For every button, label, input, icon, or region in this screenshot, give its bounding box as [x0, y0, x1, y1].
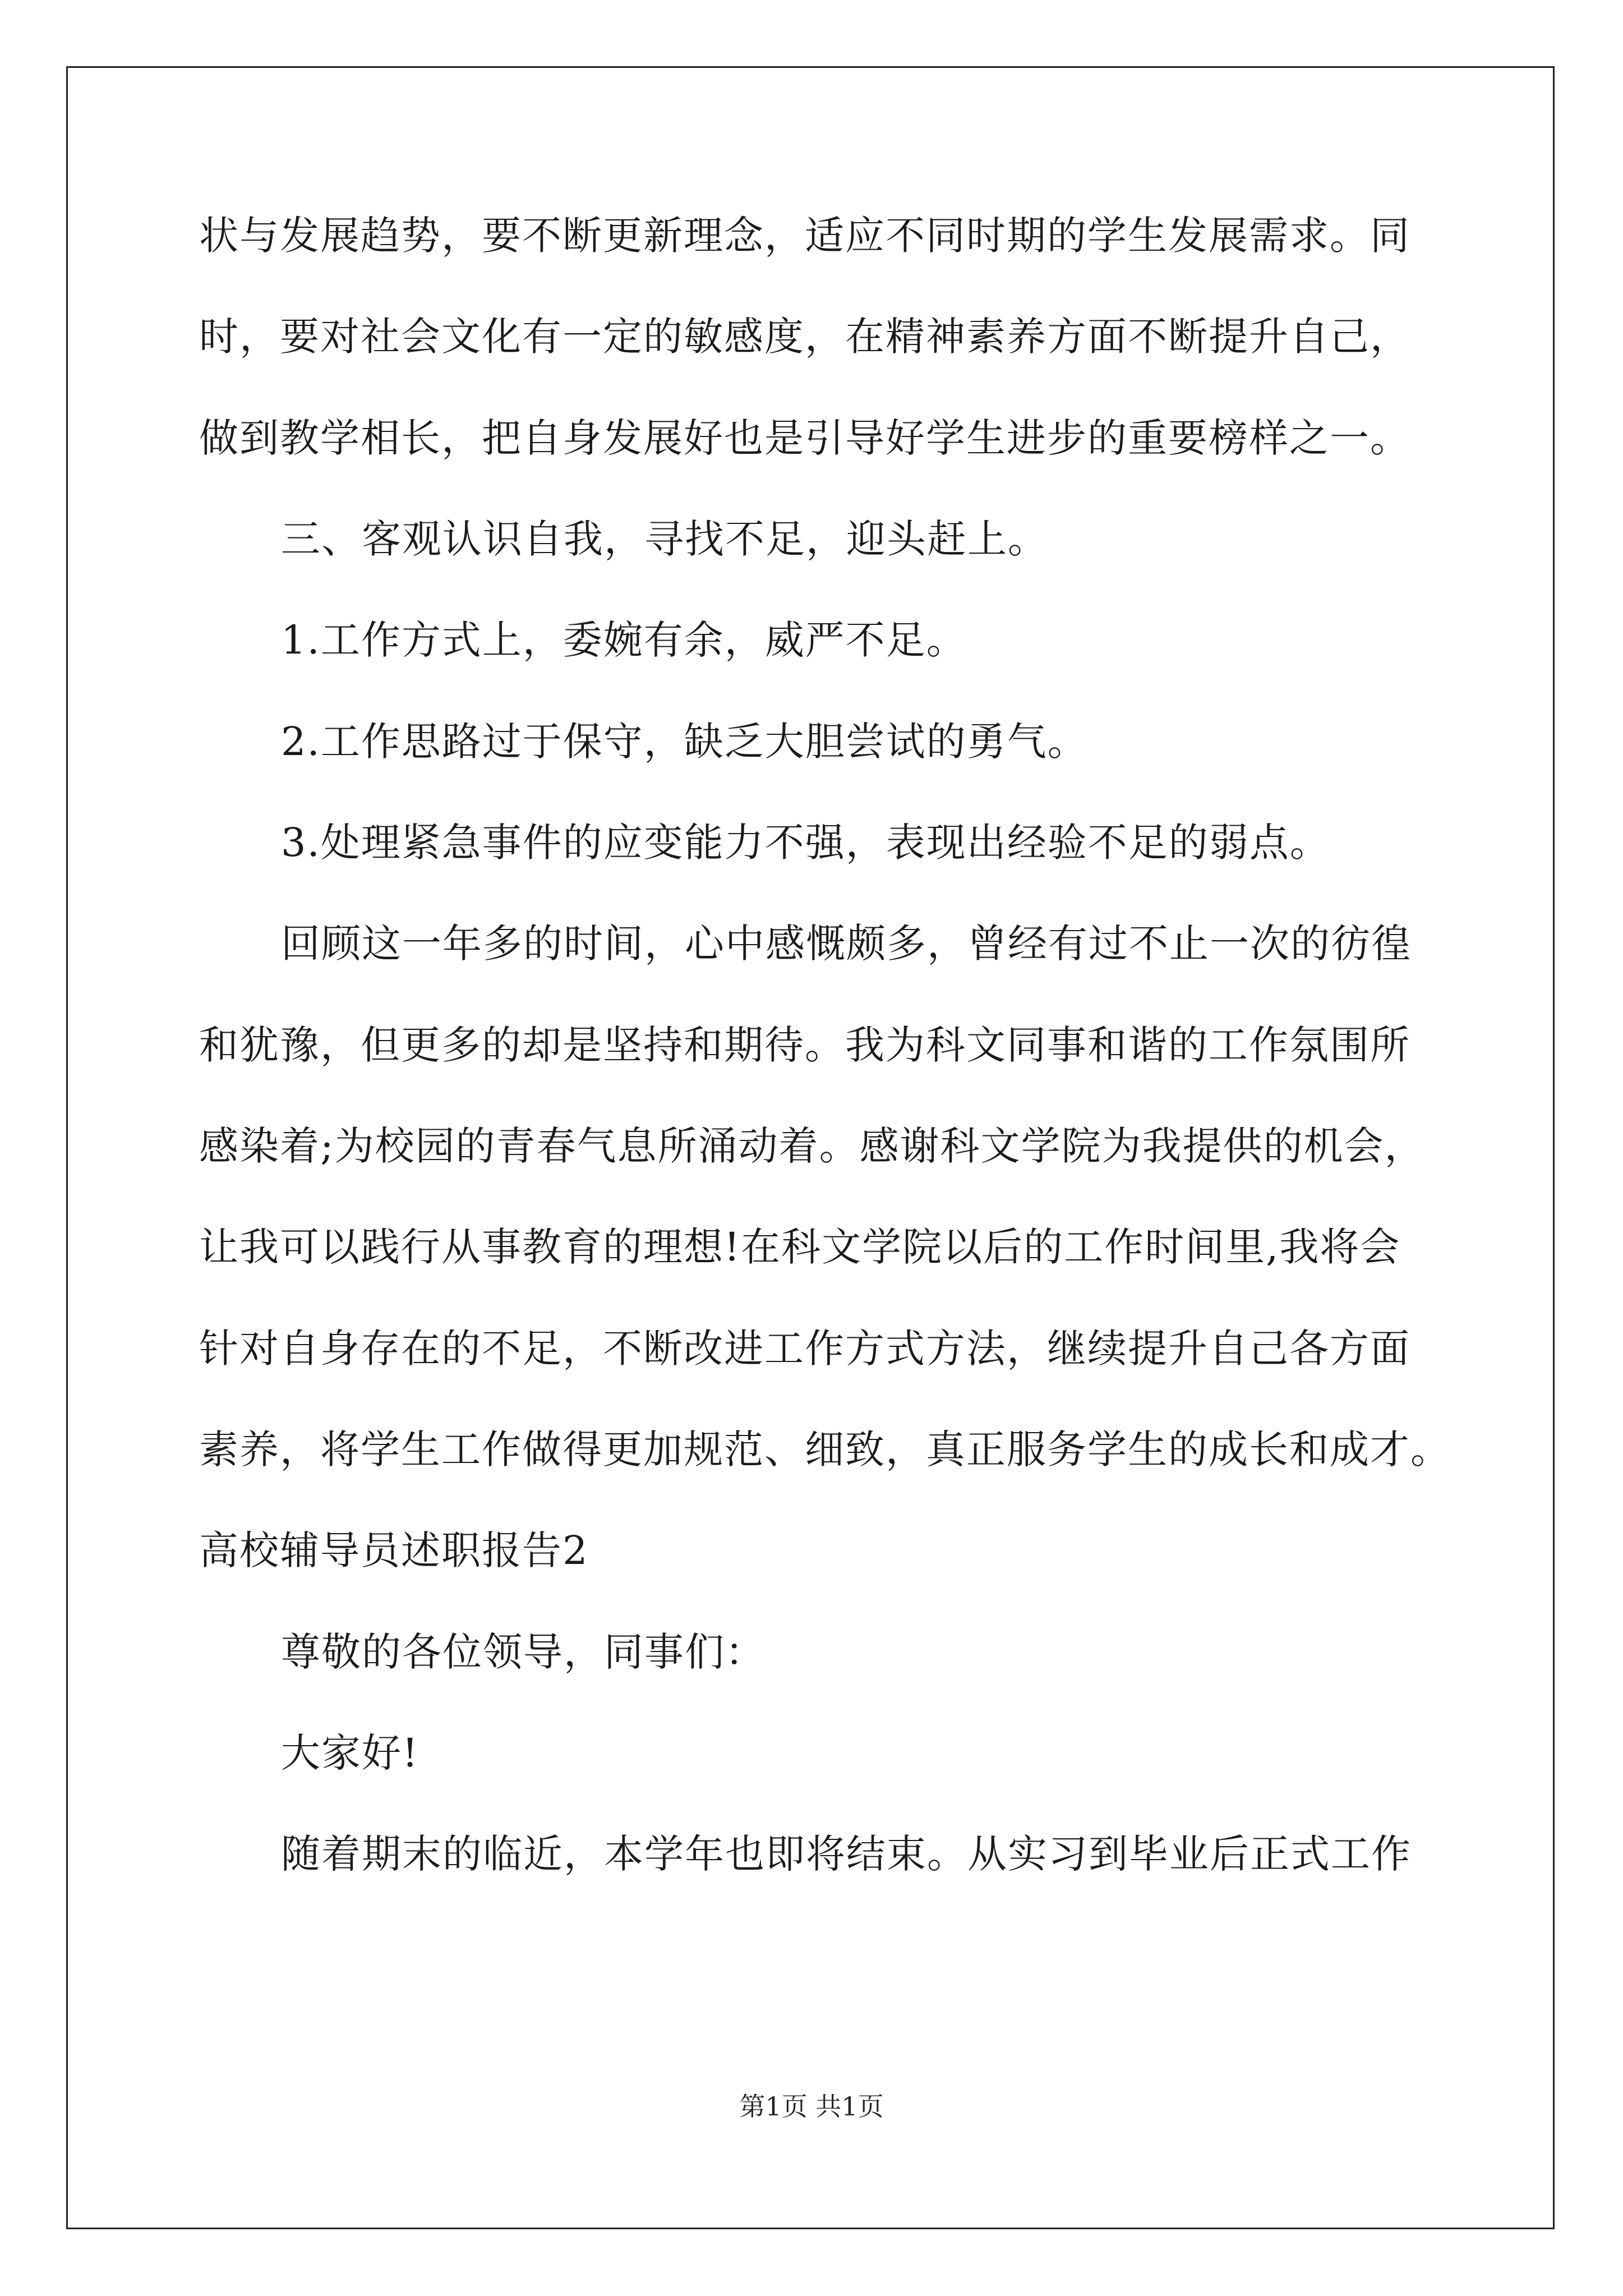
text-line: 状与发展趋势，要不断更新理念，适应不同时期的学生发展需求。同	[199, 213, 1410, 259]
text-line: 让我可以践行从事教育的理想!在科文学院以后的工作时间里,我将会	[199, 1224, 1401, 1270]
greeting: 大家好!	[281, 1730, 419, 1776]
text-line: 感染着;为校园的青春气息所涌动着。感谢科文学院为我提供的机会，	[199, 1123, 1425, 1169]
page-footer: 第1页 共1页	[739, 2091, 884, 2122]
list-item: 2.工作思路过于保守，缺乏大胆尝试的勇气。	[281, 719, 1088, 765]
text-line: 做到教学相长，把自身发展好也是引导好学生进步的重要榜样之一。	[199, 415, 1410, 461]
section-heading: 三、客观认识自我，寻找不足，迎头赶上。	[281, 516, 1048, 562]
list-item: 1.工作方式上，委婉有余，威严不足。	[281, 617, 967, 663]
text-line: 随着期末的临近，本学年也即将结束。从实习到毕业后正式工作	[281, 1831, 1412, 1877]
text-line: 时，要对社会文化有一定的敏感度，在精神素养方面不断提升自己，	[199, 314, 1410, 360]
text-line: 和犹豫，但更多的却是坚持和期待。我为科文同事和谐的工作氛围所	[199, 1022, 1410, 1068]
salutation: 尊敬的各位领导，同事们：	[281, 1629, 766, 1675]
text-line: 针对自身存在的不足，不断改进工作方式方法，继续提升自己各方面	[199, 1326, 1410, 1372]
list-item: 3.处理紧急事件的应变能力不强，表现出经验不足的弱点。	[281, 820, 1330, 866]
document-title: 高校辅导员述职报告2	[199, 1527, 589, 1573]
text-line: 回顾这一年多的时间，心中感慨颇多，曾经有过不止一次的彷徨	[281, 921, 1412, 967]
text-line: 素养，将学生工作做得更加规范、细致，真正服务学生的成长和成才。	[199, 1427, 1451, 1473]
